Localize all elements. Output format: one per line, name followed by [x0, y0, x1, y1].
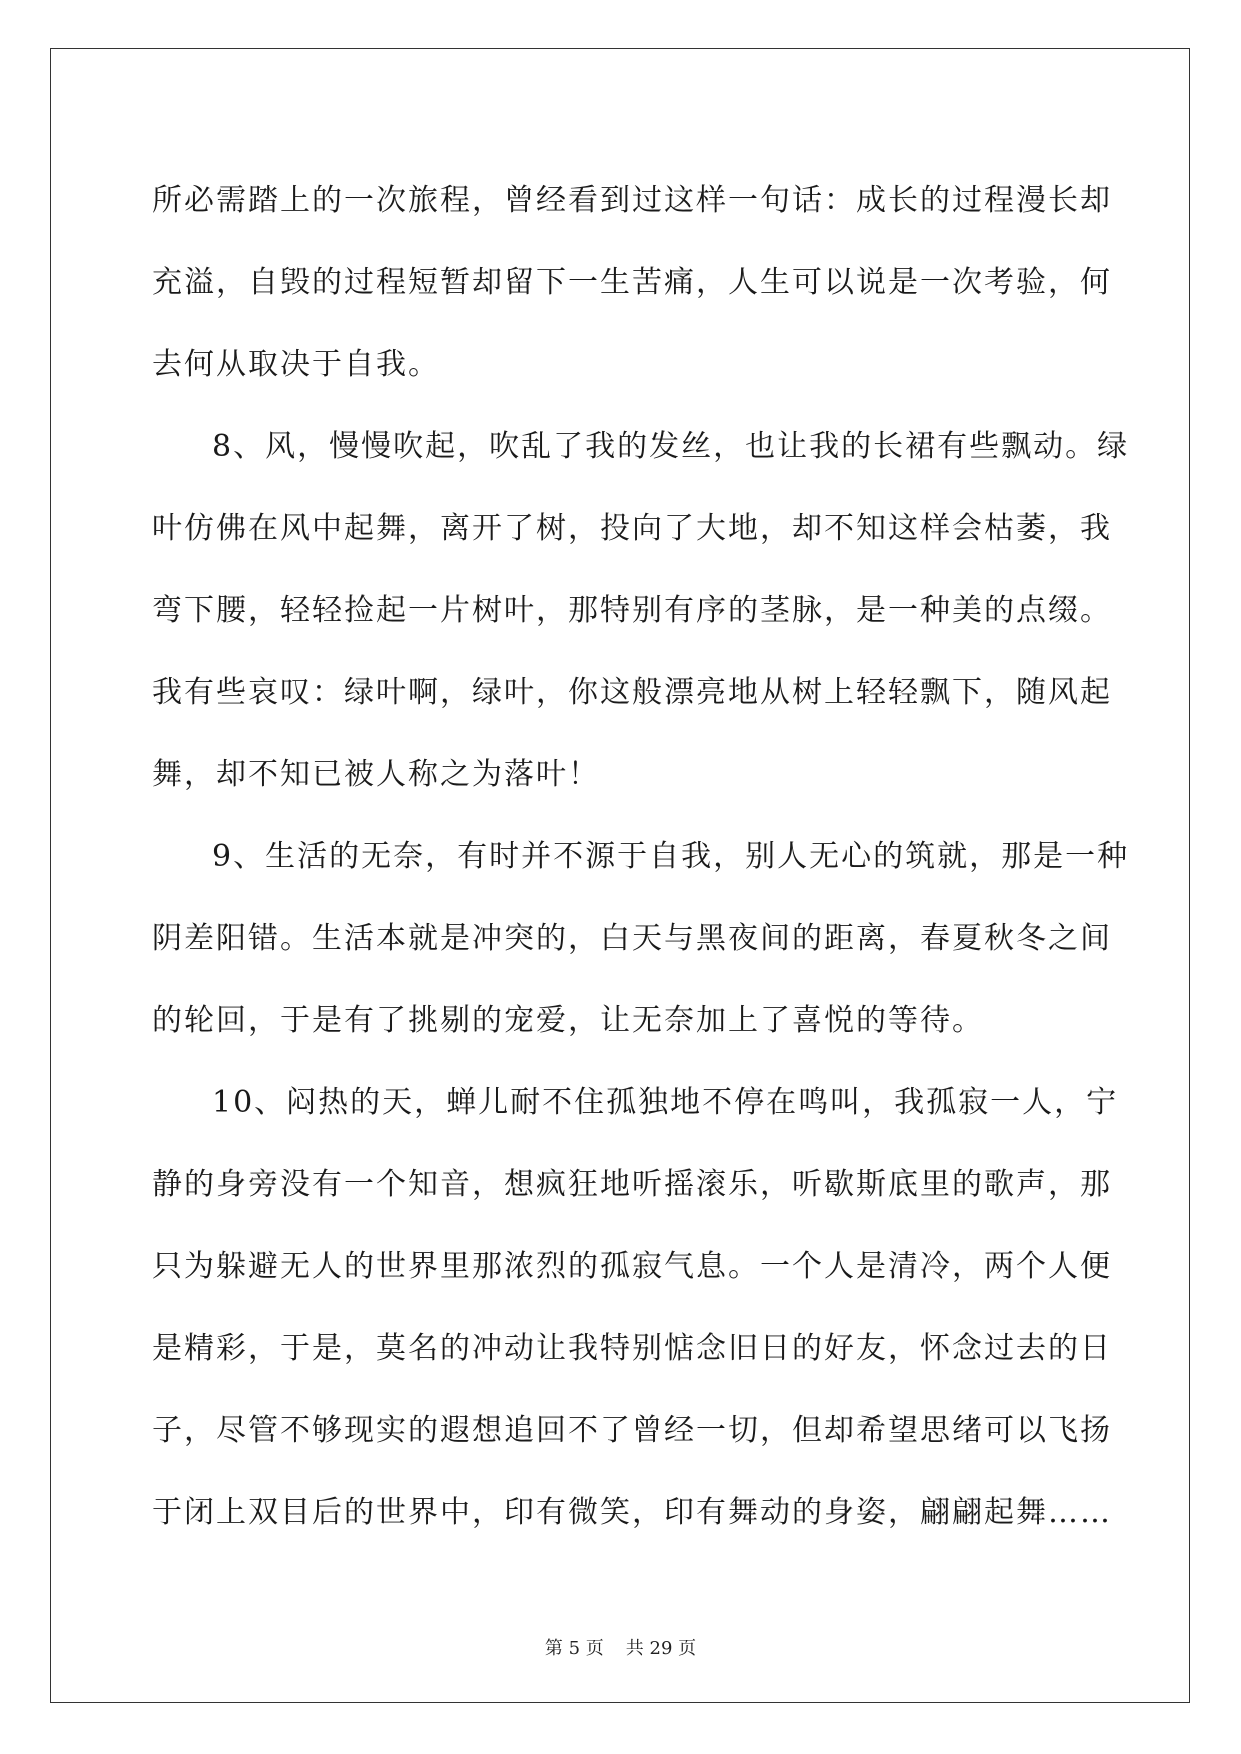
text-line: 子，尽管不够现实的遐想追回不了曾经一切，但却希望思绪可以飞扬 — [152, 1413, 1112, 1448]
paragraph-start-line: 10、闷热的天，蝉儿耐不住孤独地不停在鸣叫，我孤寂一人，宁 — [212, 1085, 1119, 1120]
text-line: 我有些哀叹：绿叶啊，绿叶，你这般漂亮地从树上轻轻飘下，随风起 — [152, 675, 1112, 710]
text-line: 是精彩，于是，莫名的冲动让我特别惦念旧日的好友，怀念过去的日 — [152, 1331, 1112, 1366]
text-line: 叶仿佛在风中起舞，离开了树，投向了大地，却不知这样会枯萎，我 — [152, 511, 1112, 546]
text-line: 静的身旁没有一个知音，想疯狂地听摇滚乐，听歇斯底里的歌声，那 — [152, 1167, 1112, 1202]
paragraph-start-line: 9、生活的无奈，有时并不源于自我，别人无心的筑就，那是一种 — [212, 839, 1130, 874]
text-line: 只为躲避无人的世界里那浓烈的孤寂气息。一个人是清冷，两个人便 — [152, 1249, 1112, 1284]
document-body — [152, 160, 1130, 1554]
text-line: 舞，却不知已被人称之为落叶！ — [152, 757, 600, 792]
paragraph-start-line: 8、风，慢慢吹起，吹乱了我的发丝，也让我的长裙有些飘动。绿 — [212, 429, 1130, 464]
text-line: 的轮回，于是有了挑剔的宠爱，让无奈加上了喜悦的等待。 — [152, 1003, 984, 1038]
text-line: 阴差阳错。生活本就是冲突的，白天与黑夜间的距离，春夏秋冬之间 — [152, 921, 1112, 956]
text-line: 所必需踏上的一次旅程，曾经看到过这样一句话：成长的过程漫长却 — [152, 183, 1112, 218]
page-number: 第 5 页 — [544, 1638, 604, 1659]
text-line: 于闭上双目后的世界中，印有微笑，印有舞动的身姿，翩翩起舞…… — [152, 1495, 1112, 1530]
text-line: 充溢，自毁的过程短暂却留下一生苦痛，人生可以说是一次考验，何 — [152, 265, 1112, 300]
text-line: 弯下腰，轻轻捡起一片树叶，那特别有序的茎脉，是一种美的点缀。 — [152, 593, 1112, 628]
text-line: 去何从取决于自我。 — [152, 347, 440, 382]
page-footer — [0, 1634, 1241, 1660]
total-pages: 共 29 页 — [625, 1638, 697, 1659]
